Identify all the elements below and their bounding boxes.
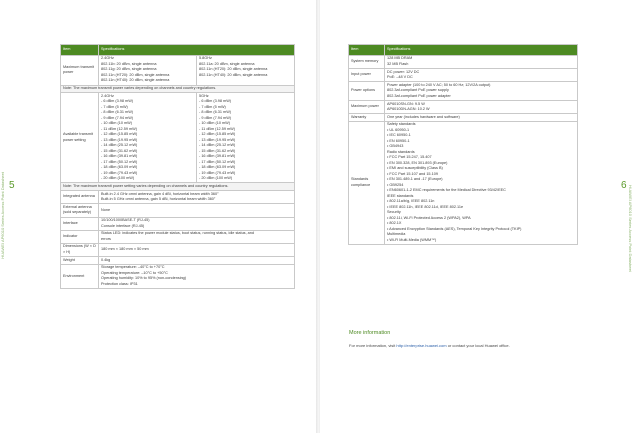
environment-label: Environment xyxy=(61,264,99,288)
transmit-setting-label: Available transmit power setting xyxy=(61,93,99,183)
external-antenna-label: External antenna (sold separately) xyxy=(61,204,99,217)
side-title-left: HUAWEI AP6010 Series Access Point Datasheet xyxy=(0,172,5,259)
setting-5ghz: 5GHz - 6 dBm (3.98 mW) - 7 dBm (5 mW) - 8 dBm (6.31 mW) - 9 dBm (7.94 mW) - 10 dBm (10 mW) - 11 dBm (12.59 mW) - 12 dBm (15.85 mW) - 13 dBm (19.95 mW) - 14 dBm (25.12 mW) - 15 dBm (31.62 mW) - 16 dBm (39.81 mW) - 17 dBm (50.12 mW) - 18 dBm (63.09 mW) - 19 dBm (79.43 mW) - 20 dBm (100 mW) xyxy=(197,93,295,183)
power-options-label: Power options xyxy=(349,82,385,101)
indicator-value: Status LED: indicates the power module status, boot status, running status, idle status, and errors xyxy=(99,230,295,243)
memory-label: System memory xyxy=(349,55,385,68)
dimensions-value: 180 mm × 180 mm × 50 mm xyxy=(99,243,295,256)
interface-value: 10/100/1000BASE-T (RJ-45) Console interface (RJ-45) xyxy=(99,217,295,230)
left-spec-table xyxy=(60,44,295,289)
side-title-right: HUAWEI AP6010 Series Access Point Datasheet xyxy=(628,185,633,272)
header-item: Item xyxy=(61,45,99,56)
external-antenna-value: None xyxy=(99,204,295,217)
header-item: Item xyxy=(349,45,385,56)
header-specifications: Specifications xyxy=(385,45,578,56)
power-options-value: Power adapter (100 to 240 V AC; 50 to 60 Hz; 12V/2A output) 802.3af-compliant PoE power supply 802.3af-compliant PoE power adapter xyxy=(385,82,578,101)
note-power-setting: Note: The maximum transmit power setting varies depending on channels and country regulations. xyxy=(61,183,295,191)
memory-value: 128 MB DRAM 32 MB Flash xyxy=(385,55,578,68)
header-specifications: Specifications xyxy=(99,45,295,56)
more-information-text: For more information, visit http://enterprise.huawei.com or contact your local Huawei office. xyxy=(349,343,510,348)
dimensions-label: Dimensions (W × D × H) xyxy=(61,243,99,256)
max-power-label: Maximum power xyxy=(349,100,385,113)
page-number-right: 6 xyxy=(621,180,627,191)
note-max-power: Note: The maximum transmit power varies depending on channels and country regulations. xyxy=(61,85,295,93)
input-power-value: DC power: 12V DC PoE: –48 V DC xyxy=(385,69,578,82)
max-power-5ghz: 5.8GHz 802.11a: 20 dBm, single antenna 802.11n (HT20): 20 dBm, single antenna 802.11n (HT40): 20 dBm, single antenna xyxy=(197,55,295,85)
weight-label: Weight xyxy=(61,257,99,265)
page-number-left: 5 xyxy=(9,180,15,191)
right-spec-table xyxy=(348,44,578,245)
enterprise-link[interactable]: http://enterprise.huawei.com xyxy=(396,343,447,348)
warranty-value: One year (includes hardware and software) xyxy=(385,114,578,122)
input-power-label: Input power xyxy=(349,69,385,82)
setting-24ghz: 2.4GHz - 6 dBm (3.98 mW) - 7 dBm (5 mW) - 8 dBm (6.31 mW) - 9 dBm (7.94 mW) - 10 dBm (10 mW) - 11 dBm (12.59 mW) - 12 dBm (15.85 mW) - 13 dBm (19.95 mW) - 14 dBm (25.12 mW) - 15 dBm (31.62 mW) - 16 dBm (39.81 mW) - 17 dBm (50.12 mW) - 18 dBm (63.09 mW) - 19 dBm (79.43 mW) - 20 dBm (100 mW) xyxy=(99,93,197,183)
weight-value: 0.4kg xyxy=(99,257,295,265)
indicator-label: Indicator xyxy=(61,230,99,243)
max-power-24ghz: 2.4GHz 802.11b: 20 dBm, single antenna 802.11g: 20 dBm, single antenna 802.11n (HT20): 20 dBm, single antenna 802.11n (HT40): 20 dBm, single antenna xyxy=(99,55,197,85)
max-transmit-power-label: Maximum transmit power xyxy=(61,55,99,85)
antenna-value: Built-in 2.4 GHz omni antenna, gain 4 dBi, horizontal beam width 360° Built-in 5 GHz omni antenna, gain 5 dBi, horizontal beam width 360° xyxy=(99,191,295,204)
standards-label: Standards compliance xyxy=(349,121,385,244)
antenna-label: Integrated antenna xyxy=(61,191,99,204)
warranty-label: Warranty xyxy=(349,114,385,122)
more-information-heading: More information xyxy=(349,330,391,336)
standards-value: Safety standards • UL 60950-1 • IEC 60950-1 • EN 60950-1 • GB4943 Radio standards • FCC Part 15.247, 15.407 • EN 300.328, EN 301.893 (Europe) • EMI and susceptibility (Class B) • FCC Part 15.107 and 15.109 • EN 301.489-1 and -17 (Europe) • GB9254 • EN60601-1-2 EMC requirements for the Medical Directive 93/42/EEC IEEE standards • 802.11a/b/g, IEEE 802.11n • IEEE 802.11h, IEEE 802.11d, IEEE 802.11e Security • 802.11i, Wi-Fi Protected Access 2 (WPA2), WPA • 802.1X • Advanced Encryption Standards (AES), Temporal Key Integrity Protocol (TKIP) Multimedia • Wi-Fi Multi-Media (WMM™) xyxy=(385,121,578,244)
environment-value: Storage temperature: –40°C to +70°C Operating temperature: –10°C to +50°C Operating humidity: 10% to 95% (non-condensing) Protection class: IP31 xyxy=(99,264,295,288)
max-power-value: AP6010SN-GN: 9.5 W AP6010DN-AGN: 10.2 W xyxy=(385,100,578,113)
interface-label: Interface xyxy=(61,217,99,230)
